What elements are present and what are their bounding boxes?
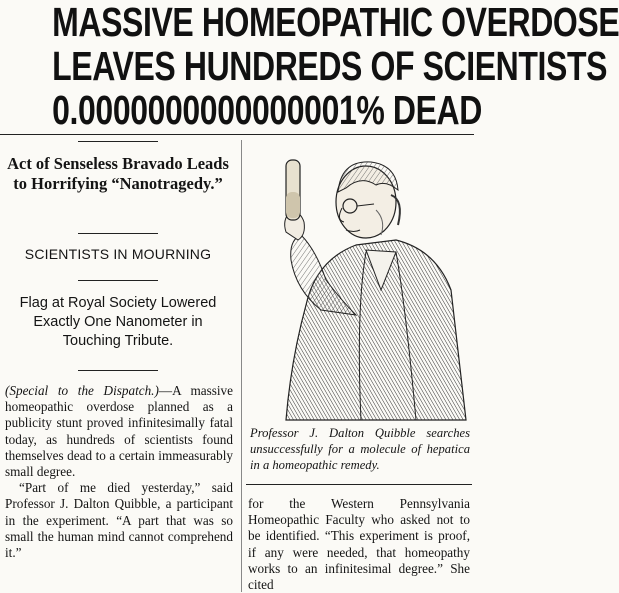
article-paragraph-1: [5, 383, 233, 480]
deck-second: SCIENTISTS IN MOURNING: [24, 246, 212, 262]
article-continuation: for the Western Pennsylvania Homeopathic Faculty who asked not to be identified. “This experiment is proof, if any were needed, that homeopathy works to an infinitesimal degree.” She cited: [248, 496, 470, 593]
deck-rule-1: [78, 233, 158, 234]
illustration-caption: Professor J. Dalton Quibble searches unsuccessfully for a molecule of hepatica in a homeopathic remedy.: [250, 426, 470, 472]
professor-illustration: [246, 140, 472, 420]
article-body-right: [248, 496, 470, 593]
deck-third: Flag at Royal Society Lowered Exactly One Nanometer in Touching Tribute.: [19, 295, 217, 349]
deck-rule-top: [78, 141, 158, 142]
headline-line-2: LEAVES HUNDREDS OF SCIENTISTS: [52, 43, 608, 89]
article-paragraph-2: “Part of me died yesterday,” said Professor J. Dalton Quibble, a participant in the experiment. “A part that was so small the human mind cannot comprehend it.”: [5, 480, 233, 561]
dateline: (Special to the Dispatch.): [5, 383, 159, 398]
caption-rule: [246, 484, 472, 485]
masthead-rule: [0, 134, 474, 135]
paragraph-1-text: —A massive homeopathic overdose planned as a publicity stunt proved infinitesimally fatal today, as hundreds of scientists found themselves dead to a certain immeasurably small degree.: [5, 383, 234, 480]
article-body-left: [5, 383, 233, 561]
deck-rule-3: [78, 370, 158, 371]
deck-rule-2: [78, 280, 158, 281]
headline-line-1: MASSIVE HOMEOPATHIC OVERDOSE: [52, 0, 619, 45]
deck-first: Act of Senseless Bravado Leads to Horrifying “Nanotragedy.”: [7, 154, 229, 193]
headline-line-3: 0.0000000000000001% DEAD: [52, 87, 482, 133]
column-divider: [241, 140, 242, 592]
